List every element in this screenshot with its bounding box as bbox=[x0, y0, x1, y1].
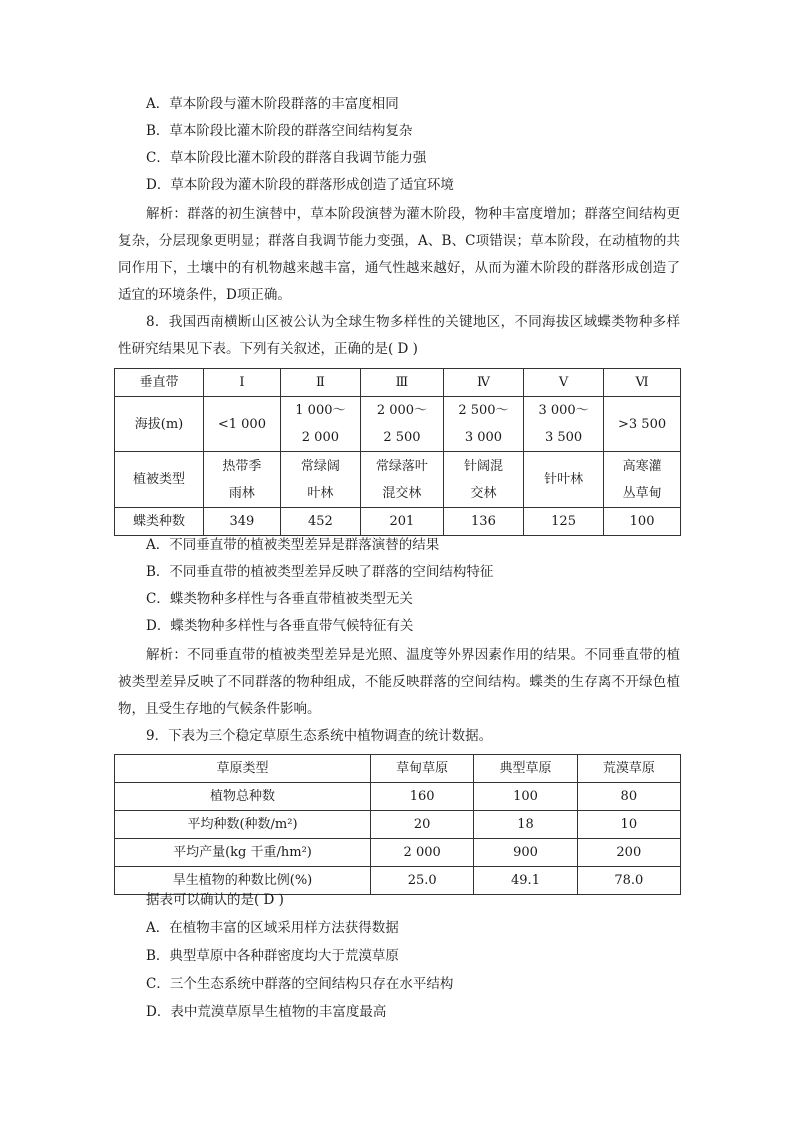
table-row-header: 海拔(m) bbox=[115, 397, 204, 452]
table-cell: 2 000 bbox=[371, 839, 474, 867]
table-cell: 热带季 雨林 bbox=[204, 452, 281, 508]
table-cell: 49.1 bbox=[474, 867, 577, 895]
table-cell: >3 500 bbox=[604, 397, 681, 452]
table-header-cell: 草甸草原 bbox=[371, 755, 474, 783]
table-row bbox=[115, 783, 681, 811]
q7-option-d: D．草本阶段为灌木阶段的群落形成创造了适宜环境 bbox=[146, 177, 454, 193]
q9-table bbox=[114, 754, 681, 895]
table-header-cell: 荒漠草原 bbox=[577, 755, 680, 783]
table-cell: 136 bbox=[443, 508, 523, 536]
table-cell: 80 bbox=[577, 783, 680, 811]
table-cell: 900 bbox=[474, 839, 577, 867]
q9-option-a: A．在植物丰富的区域采用样方法获得数据 bbox=[146, 920, 399, 936]
table-cell: 3 000～ 3 500 bbox=[524, 397, 604, 452]
table-cell: Ⅰ bbox=[204, 369, 281, 397]
table-cell: 2 000～ 2 500 bbox=[360, 397, 443, 452]
table-cell: 125 bbox=[524, 508, 604, 536]
q7-option-c: C．草本阶段比灌木阶段的群落自我调节能力强 bbox=[146, 150, 427, 166]
q7-option-a: A．草本阶段与灌木阶段群落的丰富度相同 bbox=[146, 96, 399, 112]
table-row bbox=[115, 839, 681, 867]
q8-table bbox=[114, 368, 681, 536]
table-cell: Ⅱ bbox=[280, 369, 360, 397]
q7-option-b: B．草本阶段比灌木阶段的群落空间结构复杂 bbox=[146, 123, 413, 139]
table-row-header: 蝶类种数 bbox=[115, 508, 204, 536]
q7-analysis: 解析：群落的初生演替中，草本阶段演替为灌木阶段，物种丰富度增加；群落空间结构更复杂，分层现象更明显；群落自我调节能力变强，A、B、C项错误；草本阶段，在动植物的共同作用下，土壤中的有机物越来越丰富，通气性越来越好，从而为灌木阶段的群落形成创造了适宜的环境条件，D项正确。 bbox=[118, 206, 680, 303]
table-cell: 2 500～ 3 000 bbox=[443, 397, 523, 452]
table-row-header: 垂直带 bbox=[115, 369, 204, 397]
table-row-header: 植被类型 bbox=[115, 452, 204, 508]
table-cell: Ⅳ bbox=[443, 369, 523, 397]
table-row bbox=[115, 811, 681, 839]
table-header-cell: 典型草原 bbox=[474, 755, 577, 783]
table-cell: 201 bbox=[360, 508, 443, 536]
table-cell: 常绿落叶 混交林 bbox=[360, 452, 443, 508]
q9-option-c: C．三个生态系统中群落的空间结构只存在水平结构 bbox=[146, 976, 454, 992]
table-header-cell: 草原类型 bbox=[115, 755, 371, 783]
table-cell: 160 bbox=[371, 783, 474, 811]
q8-option-a: A．不同垂直带的植被类型差异是群落演替的结果 bbox=[146, 537, 440, 553]
table-cell: 18 bbox=[474, 811, 577, 839]
q8-analysis: 解析：不同垂直带的植被类型差异是光照、温度等外界因素作用的结果。不同垂直带的植被类型差异反映了不同群落的物种组成，不能反映群落的空间结构。蝶类的生存离不开绿色植物，且受生存地的气候条件影响。 bbox=[118, 647, 680, 717]
table-cell: 平均种数(种数/m²) bbox=[115, 811, 371, 839]
q8-option-c: C．蝶类物种多样性与各垂直带植被类型无关 bbox=[146, 591, 413, 607]
table-cell: Ⅴ bbox=[524, 369, 604, 397]
table-cell: 349 bbox=[204, 508, 281, 536]
table-cell: 旱生植物的种数比例(%) bbox=[115, 867, 371, 895]
table-cell: Ⅵ bbox=[604, 369, 681, 397]
table-cell: 452 bbox=[280, 508, 360, 536]
table-cell: 200 bbox=[577, 839, 680, 867]
q8-option-d: D．蝶类物种多样性与各垂直带气候特征有关 bbox=[146, 618, 414, 634]
q8-stem: 8．我国西南横断山区被公认为全球生物多样性的关键地区，不同海拔区域蝶类物种多样性研究结果见下表。下列有关叙述，正确的是( D ) bbox=[118, 314, 680, 357]
table-cell: 10 bbox=[577, 811, 680, 839]
table-cell: <1 000 bbox=[204, 397, 281, 452]
q9-lead: 据表可以确认的是( D ) bbox=[146, 892, 284, 908]
table-cell: 平均产量(kg 干重/hm²) bbox=[115, 839, 371, 867]
table-cell: 20 bbox=[371, 811, 474, 839]
q9-option-d: D．表中荒漠草原旱生植物的丰富度最高 bbox=[146, 1004, 387, 1020]
table-cell: Ⅲ bbox=[360, 369, 443, 397]
q8-option-b: B．不同垂直带的植被类型差异反映了群落的空间结构特征 bbox=[146, 564, 494, 580]
q9-option-b: B．典型草原中各种群密度均大于荒漠草原 bbox=[146, 948, 399, 964]
table-cell: 1 000～ 2 000 bbox=[280, 397, 360, 452]
table-cell: 植物总种数 bbox=[115, 783, 371, 811]
table-cell: 针叶林 bbox=[524, 452, 604, 508]
q9-stem: 9．下表为三个稳定草原生态系统中植物调查的统计数据。 bbox=[146, 728, 493, 744]
table-cell: 100 bbox=[604, 508, 681, 536]
table-cell: 针阔混 交林 bbox=[443, 452, 523, 508]
table-cell: 78.0 bbox=[577, 867, 680, 895]
table-cell: 高寒灌 丛草甸 bbox=[604, 452, 681, 508]
table-cell: 25.0 bbox=[371, 867, 474, 895]
table-cell: 常绿阔 叶林 bbox=[280, 452, 360, 508]
table-cell: 100 bbox=[474, 783, 577, 811]
